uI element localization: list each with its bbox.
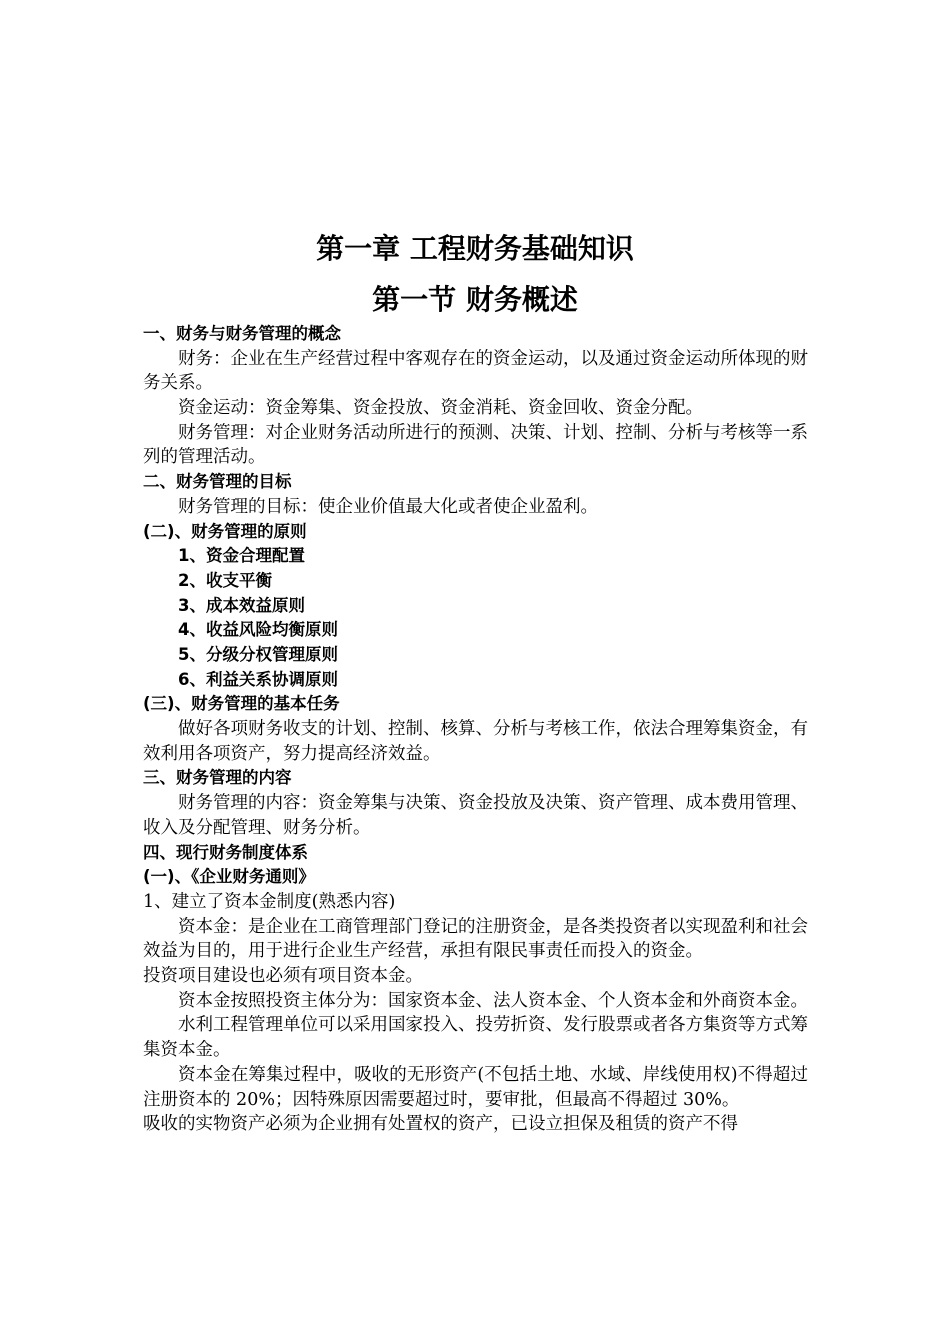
- document-body: [143, 322, 808, 1137]
- principle-item: 4、收益风险均衡原则: [178, 620, 338, 640]
- paragraph-financial-management-definition: 财务管理：对企业财务活动所进行的预测、决策、计划、控制、分析与考核等一系列的管理活动。: [143, 422, 808, 468]
- paragraph-capital-definition: 资本金：是企业在工商管理部门登记的注册资金，是各类投资者以实现盈利和社会效益为目的，用于进行企业生产经营，承担有限民事责任而投入的资金。: [143, 916, 808, 962]
- principle-item: 5、分级分权管理原则: [178, 645, 338, 664]
- heading-financial-system: 四、现行财务制度体系: [143, 842, 308, 862]
- principle-item: 6、利益关系协调原则: [178, 669, 338, 689]
- paragraph-finance-definition: 财务：企业在生产经营过程中客观存在的资金运动，以及通过资金运动所体现的财务关系。: [143, 348, 808, 394]
- heading-basic-tasks: (三)、财务管理的基本任务: [143, 694, 340, 714]
- paragraph-project-capital: 投资项目建设也必须有项目资本金。: [143, 966, 423, 987]
- principle-item: 3、成本效益原则: [178, 595, 305, 615]
- principle-item: 1、资金合理配置: [178, 546, 305, 566]
- heading-general-rules: (一)、《企业财务通则》: [143, 867, 315, 887]
- heading-goals: 二、财务管理的目标: [143, 472, 292, 492]
- paragraph-physical-assets: 吸收的实物资产必须为企业拥有处置权的资产，已设立担保及租赁的资产不得: [143, 1114, 738, 1135]
- heading-concepts: 一、财务与财务管理的概念: [143, 324, 341, 343]
- list-item-capital-system: 1、建立了资本金制度(熟悉内容): [143, 891, 396, 912]
- heading-content: 三、财务管理的内容: [143, 768, 292, 788]
- paragraph-intangible-assets: 资本金在筹集过程中，吸收的无形资产(不包括土地、水域、岸线使用权)不得超过注册资本的 20%；因特殊原因需要超过时，要审批，但最高不得超过 30%。: [143, 1064, 808, 1110]
- paragraph-capital-types: 资本金按照投资主体分为：国家资本金、法人资本金、个人资本金和外商资本金。: [178, 990, 808, 1011]
- paragraph-capital-raising: 水利工程管理单位可以采用国家投入、投劳折资、发行股票或者各方集资等方式筹集资本金。: [143, 1015, 808, 1061]
- paragraph-basic-tasks: 做好各项财务收支的计划、控制、核算、分析与考核工作，依法合理筹集资金，有效利用各项资产，努力提高经济效益。: [143, 719, 808, 764]
- section-title: 第一节 财务概述: [372, 283, 578, 316]
- paragraph-capital-movement: 资金运动：资金筹集、资金投放、资金消耗、资金回收、资金分配。: [178, 398, 703, 419]
- principle-item: 2、收支平衡: [178, 570, 272, 590]
- paragraph-goals: 财务管理的目标：使企业价值最大化或者使企业盈利。: [178, 496, 598, 517]
- paragraph-content: 财务管理的内容：资金筹集与决策、资金投放及决策、资产管理、成本费用管理、收入及分配管理、财务分析。: [143, 793, 808, 838]
- chapter-title: 第一章 工程财务基础知识: [316, 232, 634, 265]
- heading-principles: (二)、财务管理的原则: [143, 521, 307, 541]
